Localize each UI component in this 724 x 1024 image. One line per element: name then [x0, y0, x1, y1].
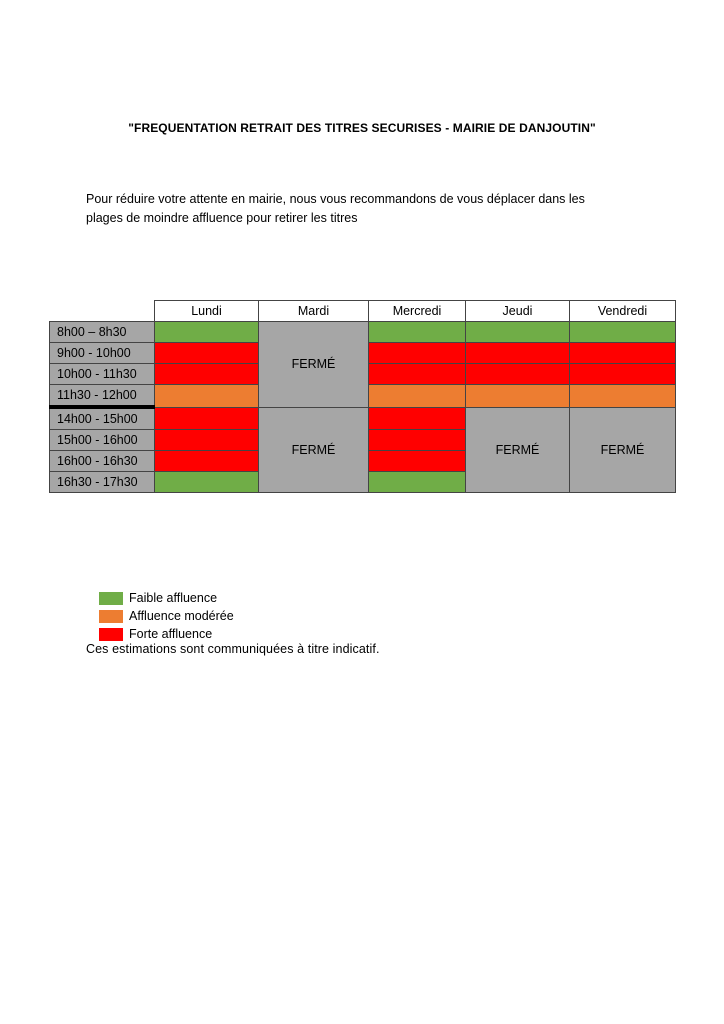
- slot-mercredi-forte: [369, 451, 466, 472]
- time-slot-label: 14h00 - 15h00: [50, 407, 155, 430]
- day-header-jeudi: Jeudi: [466, 301, 570, 322]
- closed-cell-vendredi-afternoon: FERMÉ: [570, 407, 676, 493]
- slot-jeudi-forte: [466, 343, 570, 364]
- day-header-mardi: Mardi: [259, 301, 369, 322]
- slot-lundi-forte: [155, 430, 259, 451]
- time-slot-label: 16h30 - 17h30: [50, 472, 155, 493]
- intro-line: Pour réduire votre attente en mairie, nous vous recommandons de vous déplacer dans les: [86, 192, 585, 206]
- legend-item-forte: [99, 625, 234, 643]
- slot-lundi-forte: [155, 343, 259, 364]
- slot-vendredi-forte: [570, 343, 676, 364]
- time-slot-label: 8h00 – 8h30: [50, 322, 155, 343]
- closed-cell-mardi-afternoon: FERMÉ: [259, 407, 369, 493]
- legend-item-moderee: [99, 607, 234, 625]
- slot-mercredi-forte: [369, 407, 466, 430]
- slot-jeudi-faible: [466, 322, 570, 343]
- legend-item-faible: [99, 589, 234, 607]
- attendance-schedule-table: [49, 300, 676, 493]
- document-title: "FREQUENTATION RETRAIT DES TITRES SECURISES - MAIRIE DE DANJOUTIN": [128, 121, 596, 135]
- legend-swatch-green: [99, 592, 123, 605]
- time-slot-label: 15h00 - 16h00: [50, 430, 155, 451]
- table-row: [50, 322, 676, 343]
- slot-lundi-faible: [155, 472, 259, 493]
- slot-lundi-faible: [155, 322, 259, 343]
- legend-label: Faible affluence: [129, 591, 218, 605]
- slot-vendredi-faible: [570, 322, 676, 343]
- time-slot-label: 10h00 - 11h30: [50, 364, 155, 385]
- slot-lundi-forte: [155, 451, 259, 472]
- slot-mercredi-forte: [369, 430, 466, 451]
- intro-paragraph: [86, 190, 646, 228]
- time-slot-label: 16h00 - 16h30: [50, 451, 155, 472]
- legend-swatch-red: [99, 628, 123, 641]
- time-slot-label: 11h30 - 12h00: [50, 385, 155, 408]
- day-header-mercredi: Mercredi: [369, 301, 466, 322]
- closed-cell-mardi-morning: FERMÉ: [259, 322, 369, 408]
- slot-vendredi-forte: [570, 364, 676, 385]
- slot-mercredi-moderee: [369, 385, 466, 408]
- slot-mercredi-forte: [369, 343, 466, 364]
- time-slot-label: 9h00 - 10h00: [50, 343, 155, 364]
- legend: [99, 589, 234, 643]
- disclaimer-note: Ces estimations sont communiquées à titre indicatif.: [86, 642, 380, 656]
- slot-lundi-moderee: [155, 385, 259, 408]
- slot-vendredi-moderee: [570, 385, 676, 408]
- legend-swatch-orange: [99, 610, 123, 623]
- legend-label: Forte affluence: [129, 627, 213, 641]
- slot-mercredi-faible: [369, 472, 466, 493]
- day-header-vendredi: Vendredi: [570, 301, 676, 322]
- table-header-row: [50, 301, 676, 322]
- slot-lundi-forte: [155, 407, 259, 430]
- table-row: [50, 407, 676, 430]
- slot-mercredi-forte: [369, 364, 466, 385]
- slot-lundi-forte: [155, 364, 259, 385]
- closed-cell-jeudi-afternoon: FERMÉ: [466, 407, 570, 493]
- day-header-lundi: Lundi: [155, 301, 259, 322]
- slot-jeudi-moderee: [466, 385, 570, 408]
- legend-label: Affluence modérée: [129, 609, 234, 623]
- intro-line: plages de moindre affluence pour retirer les titres: [86, 211, 358, 225]
- slot-jeudi-forte: [466, 364, 570, 385]
- header-corner: [50, 301, 155, 322]
- slot-mercredi-faible: [369, 322, 466, 343]
